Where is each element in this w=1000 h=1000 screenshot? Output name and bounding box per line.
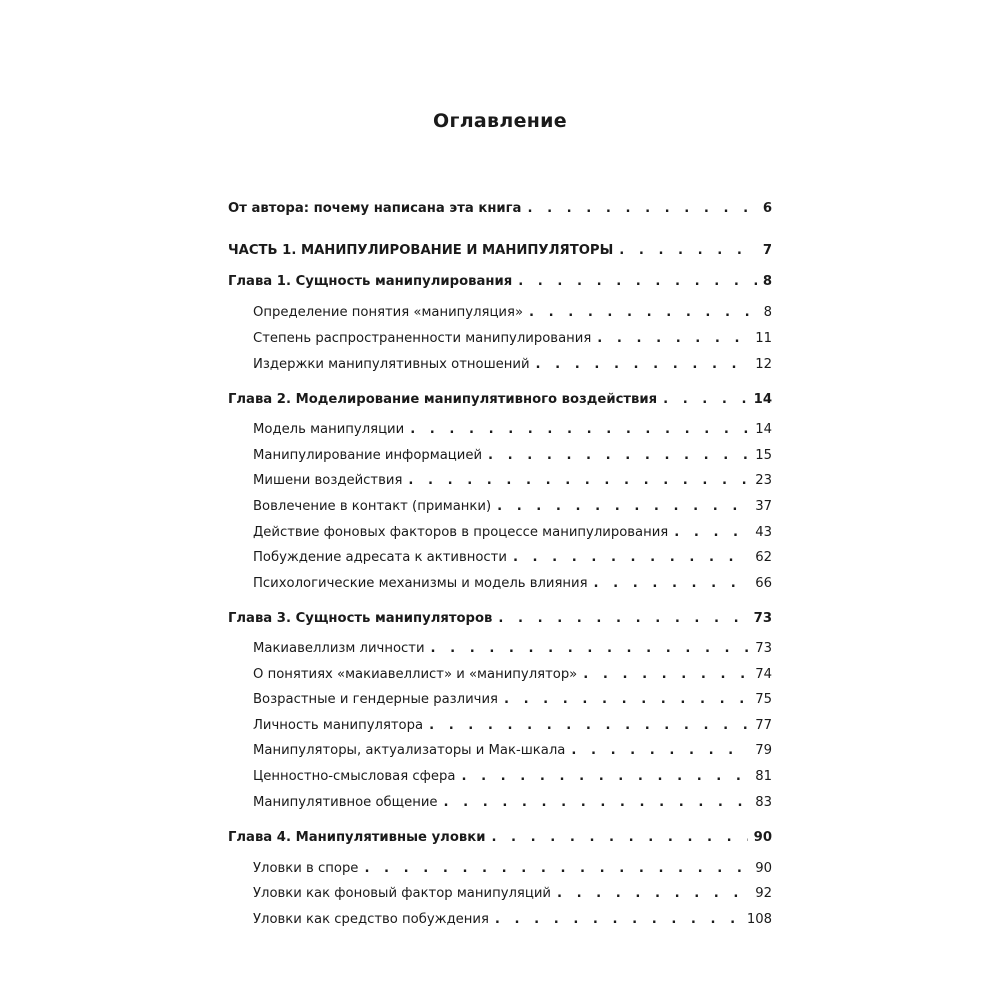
toc-page-number: 14 xyxy=(753,392,772,407)
toc-page-number: 66 xyxy=(755,576,772,591)
toc-entry-section[interactable] xyxy=(228,638,772,660)
toc-entry-section[interactable] xyxy=(228,328,772,350)
toc-page-number: 11 xyxy=(755,331,772,346)
toc-list xyxy=(228,0,772,1000)
toc-entry-section[interactable] xyxy=(228,419,772,441)
toc-page-number: 12 xyxy=(755,357,772,372)
toc-entry-label: Личность манипулятора xyxy=(253,718,424,733)
toc-entry-section[interactable] xyxy=(228,858,772,880)
dot-leader xyxy=(498,608,747,630)
toc-entry-label: Модель манипуляции xyxy=(253,422,405,437)
toc-entry-section[interactable] xyxy=(228,547,772,569)
toc-entry-label: О понятиях «макиавеллист» и «манипулятор» xyxy=(253,667,578,682)
toc-entry-label: Глава 3. Сущность манипуляторов xyxy=(228,611,493,626)
toc-entry-label: Уловки в споре xyxy=(253,861,359,876)
toc-entry-section[interactable] xyxy=(228,470,772,492)
toc-entry-label: Манипулятивное общение xyxy=(253,795,438,810)
toc-entry-section[interactable] xyxy=(228,302,772,324)
toc-entry-label: Манипулирование информацией xyxy=(253,448,483,463)
toc-entry-section[interactable] xyxy=(228,573,772,595)
toc-entry-label: Вовлечение в контакт (приманки) xyxy=(253,499,492,514)
toc-entry-foreword[interactable] xyxy=(228,198,772,220)
dot-leader xyxy=(491,827,747,849)
toc-page-number: 77 xyxy=(755,718,772,733)
toc-entry-label: Издержки манипулятивных отношений xyxy=(253,357,530,372)
dot-leader xyxy=(594,573,750,595)
toc-entry-part-1[interactable] xyxy=(228,240,772,262)
dot-leader xyxy=(497,496,749,518)
dot-leader xyxy=(674,522,749,544)
toc-page-number: 92 xyxy=(755,886,772,901)
toc-entry-label: Манипуляторы, актуализаторы и Мак-шкала xyxy=(253,743,566,758)
toc-entry-chapter-2[interactable] xyxy=(228,389,772,411)
toc-page-number: 90 xyxy=(753,830,772,845)
toc-entry-label: Действие фоновых факторов в процессе манипулирования xyxy=(253,525,669,540)
toc-entry-section[interactable] xyxy=(228,496,772,518)
dot-leader xyxy=(536,354,750,376)
toc-entry-label: Степень распространенности манипулирования xyxy=(253,331,592,346)
dot-leader xyxy=(408,470,749,492)
toc-entry-label: Психологические механизмы и модель влияния xyxy=(253,576,588,591)
dot-leader xyxy=(527,198,756,220)
toc-page-number: 62 xyxy=(755,550,772,565)
toc-page-number: 75 xyxy=(755,692,772,707)
toc-page-number: 83 xyxy=(755,795,772,810)
toc-entry-section[interactable] xyxy=(228,354,772,376)
toc-entry-chapter-1[interactable] xyxy=(228,271,772,293)
dot-leader xyxy=(495,909,741,931)
dot-leader xyxy=(461,766,749,788)
toc-entry-chapter-3[interactable] xyxy=(228,608,772,630)
toc-page-number: 37 xyxy=(755,499,772,514)
dot-leader xyxy=(619,240,757,262)
toc-page-number: 79 xyxy=(755,743,772,758)
dot-leader xyxy=(431,638,750,660)
toc-entry-label: Глава 4. Манипулятивные уловки xyxy=(228,830,486,845)
toc-page-number: 90 xyxy=(755,861,772,876)
toc-entry-label: Глава 2. Моделирование манипулятивного воздействия xyxy=(228,392,658,407)
toc-page-number: 43 xyxy=(755,525,772,540)
dot-leader xyxy=(410,419,749,441)
dot-leader xyxy=(444,792,750,814)
dot-leader xyxy=(364,858,749,880)
toc-entry-label: Ценностно-смысловая сфера xyxy=(253,769,456,784)
toc-entry-label: Уловки как средство побуждения xyxy=(253,912,489,927)
toc-page-number: 8 xyxy=(762,274,772,289)
toc-page-number: 108 xyxy=(746,912,772,927)
toc-entry-label: ЧАСТЬ 1. МАНИПУЛИРОВАНИЕ И МАНИПУЛЯТОРЫ xyxy=(228,243,614,258)
dot-leader xyxy=(518,271,757,293)
toc-entry-label: Мишени воздействия xyxy=(253,473,403,488)
toc-entry-section[interactable] xyxy=(228,664,772,686)
toc-entry-label: Макиавеллизм личности xyxy=(253,641,425,656)
toc-entry-label: Определение понятия «манипуляция» xyxy=(253,305,524,320)
toc-entry-label: Побуждение адресата к активности xyxy=(253,550,507,565)
toc-page-number: 14 xyxy=(755,422,772,437)
toc-entry-section[interactable] xyxy=(228,766,772,788)
dot-leader xyxy=(571,740,749,762)
dot-leader xyxy=(557,883,749,905)
toc-entry-chapter-4[interactable] xyxy=(228,827,772,849)
page-title: Оглавление xyxy=(433,110,567,132)
toc-page-number: 73 xyxy=(755,641,772,656)
toc-page-number: 74 xyxy=(755,667,772,682)
toc-entry-label: От автора: почему написана эта книга xyxy=(228,201,522,216)
toc-entry-section[interactable] xyxy=(228,445,772,467)
toc-page-number: 15 xyxy=(755,448,772,463)
toc-entry-section[interactable] xyxy=(228,792,772,814)
toc-page-number: 6 xyxy=(762,201,772,216)
toc-entry-section[interactable] xyxy=(228,522,772,544)
dot-leader xyxy=(504,689,749,711)
toc-entry-section[interactable] xyxy=(228,883,772,905)
toc-page-number: 7 xyxy=(762,243,772,258)
toc-entry-section[interactable] xyxy=(228,715,772,737)
toc-entry-label: Уловки как фоновый фактор манипуляций xyxy=(253,886,551,901)
dot-leader xyxy=(663,389,748,411)
toc-entry-label: Возрастные и гендерные различия xyxy=(253,692,498,707)
dot-leader xyxy=(583,664,749,686)
toc-entry-section[interactable] xyxy=(228,909,772,931)
toc-entry-section[interactable] xyxy=(228,689,772,711)
dot-leader xyxy=(529,302,758,324)
dot-leader xyxy=(513,547,749,569)
toc-page-number: 73 xyxy=(753,611,772,626)
toc-entry-section[interactable] xyxy=(228,740,772,762)
dot-leader xyxy=(488,445,749,467)
dot-leader xyxy=(597,328,749,350)
dot-leader xyxy=(429,715,749,737)
toc-page-number: 8 xyxy=(763,305,772,320)
toc-page-number: 23 xyxy=(755,473,772,488)
toc-page-number: 81 xyxy=(755,769,772,784)
toc-entry-label: Глава 1. Сущность манипулирования xyxy=(228,274,513,289)
